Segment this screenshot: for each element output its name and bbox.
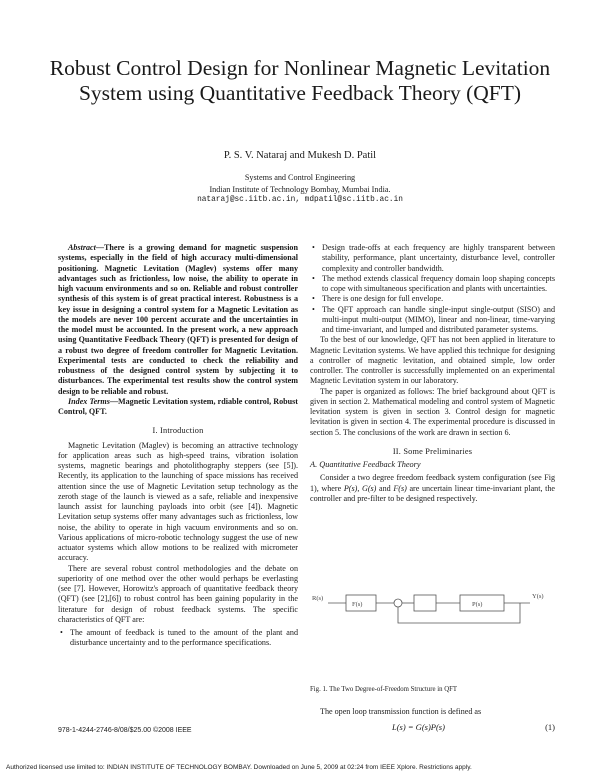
right-column xyxy=(310,243,555,504)
author-affiliation xyxy=(0,172,600,207)
plant-label: P(s) xyxy=(472,601,483,608)
abstract-text: There is a growing demand for magnetic suspension systems, especially in the field of high accuracy multi-dimensional positioning. Magnetic Levitation (Maglev) systems offer many advantages such as frictionless, low noise, the ability to operate in high vacuum environments and so on. Reliable and robust controller synthesis of this system is of great practical interest. Robustness is a key issue in designing a control system for a Magnetic Levitation as the models are never 100 percent accurate and the uncertainties in the model must be accounted. In the present work, a new approach using Quantitative Feedback Theory (QFT) is presented for design of a robust two degree of freedom controller for Magnetic Levitation. Experimental tests are conducted to check the reliability and robustness of the designed control system by subjecting it to disturbances. The experimental test results show the control system design to be reliable and robust. xyxy=(58,243,298,396)
feedback-path xyxy=(398,603,520,623)
intro-paragraph-1: Magnetic Levitation (Maglev) is becoming an attractive technology for application areas such as high-speed trains, vibration isolation systems, magnetic bearings and photolithography steppers (see [5]). Recently, its application to the launching of space missions has received attention since the use of Magnetic Levitation setup technology as the zeroth stage of the launch is viewed as a safe, reliable and inexpensive launch assist for launching payloads into orbit (see [4]). Magnetic Levitation setup systems offer many advantages such as frictionless, low noise, the ability to operate in high vacuum environments and so on. Various applications of micro-robotic technology suggest the use of new actuator systems which allow motions to be realized with micrometer accuracy. xyxy=(58,440,298,563)
bullet-icon: • xyxy=(312,294,315,304)
bullet-icon: • xyxy=(312,273,315,283)
output-label: Y(s) xyxy=(532,593,544,600)
qft-characteristics-list xyxy=(58,628,298,649)
figure-1-caption: Fig. 1. The Two Degree-of-Freedom Structure in QFT xyxy=(310,686,458,693)
figure-1-block-diagram xyxy=(310,587,555,637)
controller-block xyxy=(414,595,436,611)
section-heading-introduction: I. Introduction xyxy=(152,426,204,436)
index-terms: Index Terms—Magnetic Levitation system, rdiable control, Robust Control, QFT. xyxy=(58,396,299,416)
input-label: R(s) xyxy=(312,595,324,602)
prefilter-label: F(s) xyxy=(352,601,363,608)
paper-authors: P. S. V. Nataraj and Mukesh D. Patil xyxy=(223,150,377,161)
organization-paragraph: The paper is organized as follows: The brief background about QFT is given in section 2. Mathematical modeling and control system of Magnetic levitation system is given in section 3. Control design for magnetic levitation is given in section 4. The experimental procedure is discussed in section 5. The conclusions of the work are drawn in section 6. xyxy=(310,386,555,437)
subsection-heading-qft: A. Quantitative Feedback Theory xyxy=(310,460,421,469)
bullet-icon: • xyxy=(60,628,63,637)
list-item: • The method extends classical frequency domain loop shaping concepts to cope with simultaneous specification and plants with uncertainties. xyxy=(312,273,555,293)
list-item: • The QFT approach can handle single-input single-output (SISO) and multi-input multi-output (MIMO), linear and non-linear, time-varying and time-invariant, and lumped and distributed parameter systems. xyxy=(312,304,555,334)
institute: Indian Institute of Technology Bombay, Mumbai India. xyxy=(209,184,391,194)
left-column xyxy=(58,243,298,649)
list-item: • The amount of feedback is tuned to the amount of the plant and disturbance uncertainty and to the performance specifications. xyxy=(60,628,298,648)
intro-paragraph-2: There are several robust control methodologies and the debate on superiority of one method over the other would perhaps be everlasting (see [7]. However, Horowitz's approach of quantitative feedback theory (QFT) (see [2],[6]) to robust control has been gaining popularity in the literature for design of robust feedback systems. The specific characteristics of QFT are: xyxy=(58,563,298,624)
abstract: Abstract—There is a growing demand for magnetic suspension systems, especially in the field of high accuracy multi-dimensional positioning. Magnetic Levitation (Maglev) systems offer many advantages such as frictionless, low noise, the ability to operate in high vacuum environments and so on. Reliable and robust controller synthesis of this system is of great practical interest. Robustness is a key issue in designing a control system for a Magnetic Levitation as the models are never 100 percent accurate and the uncertainties in the model must be accounted. In the present work, a new approach using Quantitative Feedback Theory (QFT) is presented for design of a robust two degree of freedom controller for Magnetic Levitation. Experimental tests are conducted to check the reliability and robustness of the designed control system by subjecting it to disturbances. The experimental test results show the control system design to be reliable and robust. xyxy=(58,243,298,396)
related-work-paragraph: To the best of our knowledge, QFT has not been applied in literature to Magnetic Levitation systems. We have applied this technique for designing a controller of magnetic levitation, and obtained simple, low order controller. The controller is successfully implemented on an experimental Magnetic Levitation system in our laboratory. xyxy=(310,335,555,386)
abstract-label: Abstract xyxy=(68,243,96,252)
list-item: • Design trade-offs at each frequency are highly transparent between stability, performance, plant uncertainty, disturbance level, controller complexity and controller bandwidth. xyxy=(312,243,555,273)
qft-characteristics-list-cont xyxy=(310,243,555,335)
department: Systems and Control Engineering xyxy=(244,173,356,182)
open-loop-paragraph: The open loop transmission function is defined as xyxy=(320,707,482,716)
summing-junction xyxy=(394,599,402,607)
paper-title: Robust Control Design for Nonlinear Magnetic Levitation System using Quantitative Feedback Theory (QFT) xyxy=(49,56,551,105)
index-terms-label: Index Terms xyxy=(68,396,110,406)
bullet-icon: • xyxy=(312,304,315,314)
section-heading-preliminaries: II. Some Preliminaries xyxy=(392,446,473,456)
isbn-copyright: 978-1-4244-2746-8/08/$25.00 ©2008 IEEE xyxy=(58,727,192,734)
index-terms-text: Magnetic Levitation system, rdiable control, Robust Control, QFT. xyxy=(58,396,299,416)
equation-number: (1) xyxy=(545,722,555,732)
author-emails: nataraj@sc.iitb.ac.in, mdpatil@sc.iitb.ac.in xyxy=(197,196,403,205)
equation-body: L(s) = G(s)P(s) xyxy=(392,722,445,732)
qft-paragraph: Consider a two degree freedom feedback system configuration (see Fig 1), where P(s), G(s) and F(s) are uncertain linear time-invariant plant, the controller and pre-filter to be designed respectively. xyxy=(310,473,556,503)
bullet-icon: • xyxy=(312,243,315,252)
list-item: • There is one design for full envelope. xyxy=(312,294,444,304)
license-notice: Authorized licensed use limited to: INDIAN INSTITUTE OF TECHNOLOGY BOMBAY. Downloaded on June 5, 2009 at 02:24 from IEEE Xplore. Restrictions apply. xyxy=(6,764,472,771)
